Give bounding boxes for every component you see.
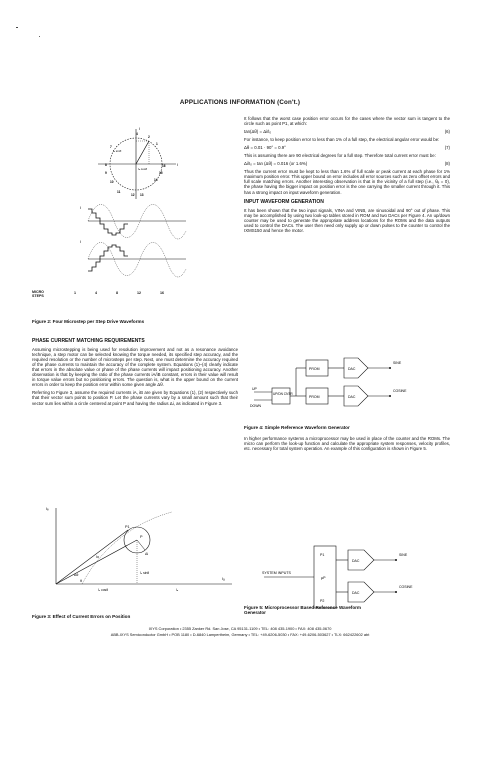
fig3-p1: P1	[125, 525, 130, 529]
tick-13: 15	[159, 171, 163, 175]
fig5-sine: SINE	[399, 553, 408, 557]
wave-ia-steps	[88, 209, 128, 235]
paragraph: Assuming microstepping is being used for resolution improvement and not as a resonance avoidance technique, a step motor can be selected knowing the torque needed, its specified step accuracy, and the required resolution or the number of microsteps per step. Next, one must determine the accuracy required of the phase currents to maintain the accuracy of the complete system. Equations (1)–(4) clearly indicate that errors in the absolute value or phase of the phase currents will impact positioning accuracy. Another observation is that by keeping the ratio of the phase currents iA/iB constant, errors in their value will result in torque value errors but no positioning errors. The question is, what is the upper bound on the current errors in order to keep the position error within some given angle Δθ.	[32, 347, 238, 388]
paragraph: It has been shown that the two input signals, VINA and VINB, are sinusoidal and 90° out of phase. This may be accomplished by using two look-up tables stored in ROM and two DACs per Figure 4. An up/down counter may be used to generate the appropriate address locations for the ROMs and the data outputs used to control the DACs. The user then need only supply up or down pulses to the counter to control the IXMS150 and hence the motor.	[244, 207, 450, 233]
footer-line-2: ABB-IXYS Semiconductor GmbH • POB 1180 • D-6840 Lampertheim, Germany • TEL: +49-6206-5030 • FAX: +49-6206-503627 • TLX: 662422602 abt	[110, 632, 370, 637]
fig4-dac-top: DAC	[348, 367, 356, 371]
figure-4-diagram	[250, 350, 450, 422]
paragraph: Referring to Figure 3, assume the required currents iA, iB are given by Equations (1), (2) respectively such that their vector sum points to position P. Let the phase currents vary by a small amount such that their vector sum lies within a circle centered at point P and having the radius Δi, as indicated in Figure 3.	[32, 390, 238, 406]
figure-3-diagram	[32, 500, 232, 590]
equation-8: Δi/Iₒ = tan (Δθ) = 0.016 (or 1.6%) (8)	[244, 161, 450, 167]
right-column-text-2	[244, 436, 450, 454]
fig3-ia-bottom: Iₐ	[176, 588, 179, 592]
current-vector	[136, 141, 149, 164]
fig5-p1: P1	[320, 553, 325, 557]
counter-box	[272, 388, 290, 404]
wave-ib-steps	[88, 245, 128, 271]
fig3-ia: Iₐ	[222, 576, 225, 581]
fig4-prom-top: PROM	[309, 367, 320, 371]
heading-phase-current: PHASE CURRENT MATCHING REQUIREMENTS	[32, 338, 145, 344]
tick-10: 12	[131, 193, 135, 197]
fig3-ib: Iₑ	[46, 506, 49, 511]
paragraph: For instance, to keep position error to less than 1% of a full step, the electrical angular error would be:	[244, 137, 440, 143]
fig4-updn: UP/DN CNTR	[273, 392, 293, 396]
wave-ib-label: I	[80, 239, 82, 244]
footer-line-1: IXYS Corporation • 2355 Zanker Rd. San Jose, CA 95131-1109 • TEL: 408 435-1900 • FAX: 408 435-0670	[148, 626, 332, 631]
wave-ia-label: I	[80, 205, 82, 210]
tick-9: 11	[117, 190, 121, 194]
fig3-io-sin: Iₒ sinθ	[140, 571, 150, 575]
tick-1: 16	[162, 164, 166, 168]
micro-step-tick: 8	[116, 291, 118, 295]
fig3-io: Io	[96, 555, 99, 559]
figure-2-diagram	[76, 121, 186, 281]
micro-steps-label: MICRO STEPS	[32, 290, 44, 298]
tick-11: 13	[140, 193, 144, 197]
fig4-sine: SINE	[393, 361, 402, 365]
fig3-di: Δi	[145, 552, 149, 556]
wave-ia-sine	[88, 205, 186, 240]
micro-steps-ticks	[74, 291, 164, 295]
tick-2: 1	[156, 142, 158, 146]
fig4-dac-bottom: DAC	[348, 395, 356, 399]
scan-dot	[16, 27, 18, 28]
tick-8: 10	[110, 180, 114, 184]
equation-7: Δθ = 0.01 · 90° = 0.9° (7)	[244, 145, 450, 151]
fig5-up: µP	[321, 576, 326, 580]
micro-step-tick: 4	[95, 291, 97, 295]
tick-12: 14	[154, 178, 158, 182]
fig4-up: UP	[252, 387, 257, 391]
right-column-text	[244, 116, 450, 236]
paragraph: In higher performance systems a microprocessor may be used in place of the counter and the ROMs. The micro can perform the look-up function and calculate the appropriate system responses, velocity profiles, etc. necessary for total system operation. An example of this configuration is shown in Figure 5.	[244, 436, 450, 452]
fig5-system-inputs: SYSTEM INPUTS	[262, 571, 291, 575]
tick-3: 2	[148, 135, 150, 139]
micro-step-tick: 16	[160, 291, 164, 295]
equation-6: tan(Δθ) = Δi/Iₒ (6)	[244, 129, 450, 135]
left-column-text	[32, 334, 238, 409]
fig3-theta: θ	[80, 579, 82, 583]
fig5-dac-bottom: DAC	[352, 591, 360, 595]
figure-4-caption: Figure 4: Simple Reference Waveform Generator	[244, 425, 350, 430]
paragraph: This is assuming there are 90 electrical degrees for a full step. Therefore total current error must be:	[244, 153, 436, 159]
fig4-cosine: COSINE	[393, 389, 407, 393]
heading-input-waveform: INPUT WAVEFORM GENERATION	[244, 198, 324, 205]
fig5-dac-top: DAC	[352, 559, 360, 563]
label-ia-cos: Iₐ cosθ	[138, 167, 148, 171]
fig4-prom-bottom: PROM	[309, 395, 320, 399]
fig3-dtheta: Δθ	[74, 573, 79, 577]
tick-7: 9	[105, 171, 107, 175]
fig3-io-cos: Iₒ cosθ	[98, 588, 109, 592]
paragraph: Thus the current error must be kept to less than 1.6% of full scale or peak current at each phase for 1% maximum position error. This upper bound on error includes all error sources such as zero offset errors and full scale matching errors. Another interesting observation is that in the vicinity of a full step (i.e., θₑ = 0), the phase having the bigger impact on position error is the one carrying the smaller current through it. This has a strong impact on input waveform generation.	[244, 169, 450, 195]
tick-6: 8	[105, 163, 107, 167]
fig3-p: P	[140, 535, 143, 539]
micro-step-tick: 12	[137, 291, 141, 295]
label-ia: I	[177, 162, 179, 167]
wave-ib-sine	[88, 243, 186, 278]
label-ib-sin: Iₑ sinθ	[113, 149, 122, 153]
fig4-down: DOWN	[250, 404, 262, 408]
label-ib: I	[139, 126, 141, 131]
scan-dot	[39, 36, 40, 37]
figure-5-caption: Figure 5: Microprocessor Based Reference Waveform Generator	[244, 605, 362, 615]
figure-3-caption: Figure 3: Effect of Current Errors on Position	[32, 614, 131, 619]
figure-2-caption: Figure 2: Four Microstep per Step Drive Waveforms	[32, 319, 145, 324]
tick-5: 7	[110, 145, 112, 149]
figure-5-diagram	[250, 544, 450, 614]
micro-step-tick: 1	[74, 291, 76, 295]
fig5-cosine: COSINE	[399, 585, 413, 589]
paragraph: It follows that the worst case position error occurs for the cases where the vector sum is tangent to the circle such as point P1, at which:	[244, 116, 450, 127]
fig5-p2: P2	[320, 599, 325, 603]
page-header: APPLICATIONS INFORMATION (Con't.)	[179, 99, 301, 106]
tick-4: 4	[136, 132, 138, 136]
